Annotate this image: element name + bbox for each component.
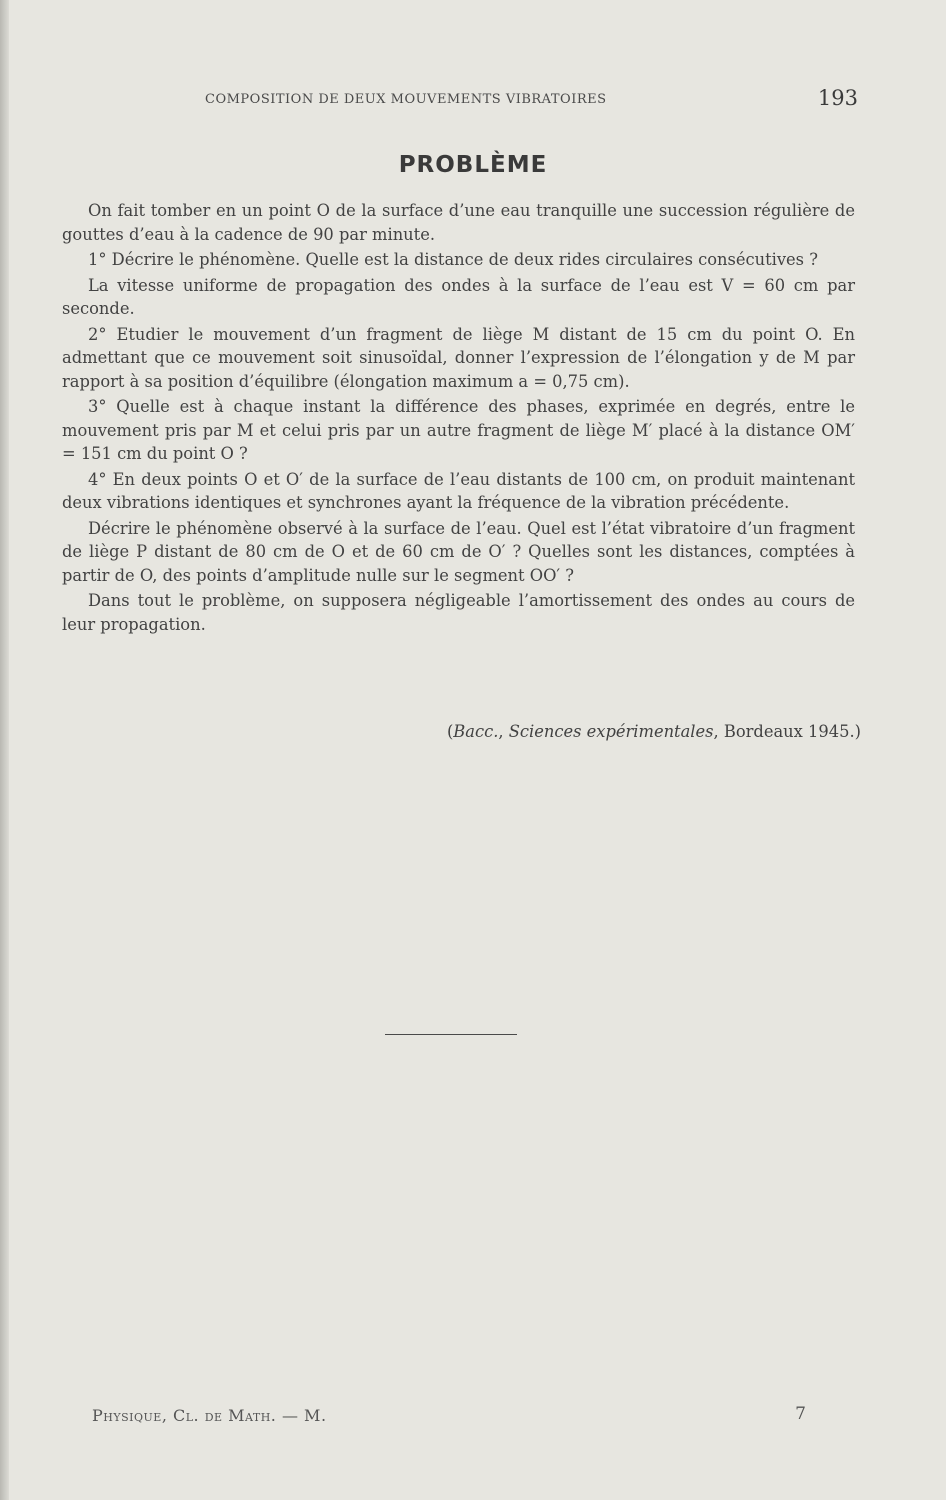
separator-rule bbox=[385, 1034, 517, 1035]
section-title: PROBLÈME bbox=[398, 152, 548, 178]
footer-signature: Physique, Cl. de Math. — M. bbox=[92, 1406, 327, 1425]
page-number: 193 bbox=[817, 86, 858, 110]
paragraph-describe: Décrire le phénomène observé à la surface de l’eau. Quel est l’état vibratoire d’un fragment de liège P distant de 80 cm de O et de 60 cm de O′ ? Quelles sont les distances, comptées à partir de O, des points d’amplitude nulle sur le segment OO′ ? bbox=[62, 518, 855, 585]
paragraph-intro: On fait tomber en un point O de la surface d’une eau tranquille une succession régulière de gouttes d’eau à la cadence de 90 par minute. bbox=[62, 201, 855, 244]
citation-open: ( bbox=[446, 722, 454, 741]
paragraph-question-1: 1° Décrire le phénomène. Quelle est la distance de deux rides circulaires consécutives ? bbox=[88, 250, 818, 269]
paragraph-damping: Dans tout le problème, on supposera négligeable l’amortissement des ondes au cours de leur propagation. bbox=[62, 591, 855, 634]
paragraph-velocity: La vitesse uniforme de propagation des ondes à la surface de l’eau est V = 60 cm par seconde. bbox=[62, 275, 855, 318]
citation-sciences: Sciences expérimentales bbox=[508, 722, 714, 741]
citation-sep: , bbox=[498, 722, 509, 741]
problem-text bbox=[62, 199, 855, 636]
footer-sheet-number: 7 bbox=[795, 1404, 806, 1424]
paragraph-question-3: 3° Quelle est à chaque instant la différence des phases, exprimée en degrés, entre le mouvement pris par M et celui pris par un autre fragment de liège M′ placé à la distance OM′ = 151 cm du point O ? bbox=[62, 397, 855, 463]
paragraph-question-4: 4° En deux points O et O′ de la surface de l’eau distants de 100 cm, on produit maintenant deux vibrations identiques et synchrones ayant la fréquence de la vibration précédente. bbox=[62, 469, 855, 512]
paragraph-question-2: 2° Etudier le mouvement d’un fragment de liège M distant de 15 cm du point O. En admettant que ce mouvement soit sinusoïdal, donner l’expression de l’élongation y de M par rapport à sa position d’équilibre (élongation maximum a = 0,75 cm). bbox=[62, 324, 855, 391]
citation-bacc: Bacc. bbox=[453, 722, 499, 741]
source-citation bbox=[447, 722, 861, 741]
running-header-title: COMPOSITION DE DEUX MOUVEMENTS VIBRATOIRES bbox=[205, 92, 607, 107]
citation-rest: , Bordeaux 1945.) bbox=[713, 722, 861, 741]
page-binding-edge bbox=[0, 0, 9, 1500]
